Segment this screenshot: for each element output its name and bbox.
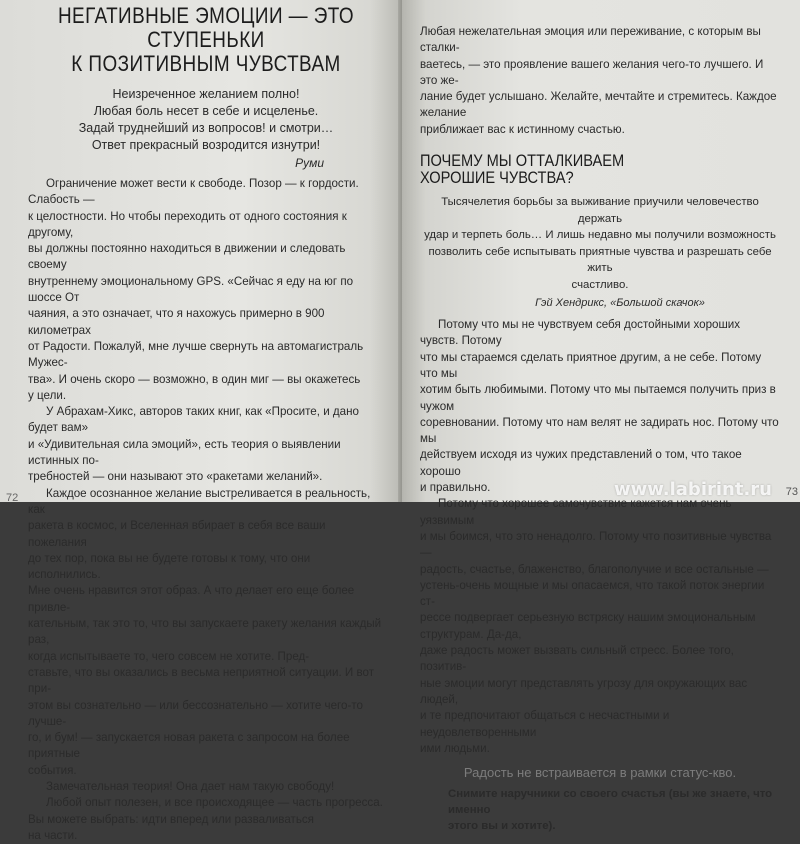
section-title (420, 152, 730, 186)
epigraph-line: Ответ прекрасный возродится изнутри! (91, 138, 321, 152)
body-paragraph: У Абрахам-Хикс, авторов таких книг, как «Просите, и дано будет вам» и «Удивительная сила эмоций», есть теория о выявлении истинных по- требностей — они называют это «ракетами желаний». (28, 405, 359, 484)
epigraph-line: Неизреченное желанием полно! (112, 87, 300, 101)
section-quote: Тысячелетия борьбы за выживание приучили человечество держать удар и терпеть боль… И лишь недавно мы получили возможность позволить себе испытывать приятные чувства и разрешать себе жить счастливо. (424, 196, 776, 291)
watermark-logo: www.labirint.ru (614, 479, 772, 500)
body-paragraph: Потому что хорошее самочувствие кажется нам очень уязвимым и мы боимся, что это ненадолго. Потому что позитивные чувства — радость, счастье, блаженство, благополучие и все остальные — устень-очень мощные и мы опасаемся, что такой поток энергии ст- рессе подвергает серьезную встряску нашим эмоциональным структурам. Да-да, даже радость может вызвать сильный стресс. Более того, позитив- ные эмоции могут представлять угрозу для окружающих вас людей, и те предпочитают общаться с несчастными и неудовлетворенными ими людьми. (420, 497, 772, 755)
exercise-text: Снимите наручники со своего счастья (вы же знаете, что именно этого вы и хотите). (448, 788, 773, 833)
epigraph-line: Любая боль несет в себе и исцеленье. (93, 104, 319, 118)
quote-author: Гэй Хендрикс, «Большой скачок» (535, 297, 705, 310)
section-title-line-1: ПОЧЕМУ МЫ ОТТАЛКИВАЕМ (420, 151, 625, 171)
epigraph-author: Руми (295, 156, 324, 170)
page-number-right: 73 (785, 486, 798, 498)
body-paragraph: Замечательная теория! Она дает нам такую свободу! (46, 779, 335, 793)
body-paragraph: Каждое осознанное желание выстреливается в реальность, как ракета в космос, и Вселенная вбирает в себя все ваши пожелания до тех пор, пока вы не будете готовы к тому, что они исполнились. Мне очень нравится этот образ. А что делает его еще более привле- кательным, так это то, что вы запускаете ракету желания каждый раз, когда испытываете то, чего совсем не хотите. Пред- ставьте, что вы оказались в весьма неприятной ситуации. И вот при- этом вы сознательно — или бессознательно — хотите чего-то лучше- го, и бум! — запускается новая ракета с запросом на более приятные события. (28, 486, 382, 777)
epigraph (28, 86, 384, 154)
chapter-title-line-2: К ПОЗИТИВНЫМ ЧУВСТВАМ (71, 51, 341, 76)
chapter-title-line-1: НЕГАТИВНЫЕ ЭМОЦИИ — ЭТО СТУПЕНЬКИ (57, 3, 355, 52)
section-title-line-2: ХОРОШИЕ ЧУВСТВА? (420, 168, 574, 188)
intro-paragraph: Любая нежелательная эмоция или переживание, с которым вы сталки- ваетесь, — это проявление вашего желания чего-то лучшего. И это же- лание будет услышано. Желайте, мечтайте и стремитесь. Каждое желание приближает вас к истинному счастью. (420, 25, 777, 136)
right-page (402, 0, 800, 833)
body-paragraph: Потому что мы не чувствуем себя достойными хороших чувств. Потому что мы стараемся сделать приятное другим, а не себе. Потому что мы хотим быть любимыми. Потому что мы пытаемся получить приз в чужом соревновании. Потому что нам велят не задирать нос. Потому что мы действуем исходя из чужих представлений о том, что такое хорошо и правильно. (420, 318, 779, 495)
body-paragraph: Любой опыт полезен, и все происходящее — часть прогресса. Вы можете выбрать: идти вперед или разваливаться на части. (28, 796, 383, 842)
callout-text: Радость не встраивается в рамки статус-кво. (463, 765, 737, 781)
page-number-left: 72 (6, 492, 19, 504)
body-paragraph: Ограничение может вести к свободе. Позор — к гордости. Слабость — к целостности. Но чтобы переходить от одного состояния к другому, вы должны постоянно находиться в движении и следовать своему внутреннему эмоциональному GPS. «Сейчас я еду на юг по шоссе От чаяния, а это означает, что я нахожусь примерно в 900 километрах от Радости. Пожалуй, мне лучше свернуть на автомагистраль Мужес- тва». И очень скоро — возможно, в один миг — вы окажетесь у цели. (28, 177, 364, 402)
epigraph-line: Задай труднейший из вопросов! и смотри… (78, 121, 334, 135)
chapter-title (53, 4, 359, 76)
